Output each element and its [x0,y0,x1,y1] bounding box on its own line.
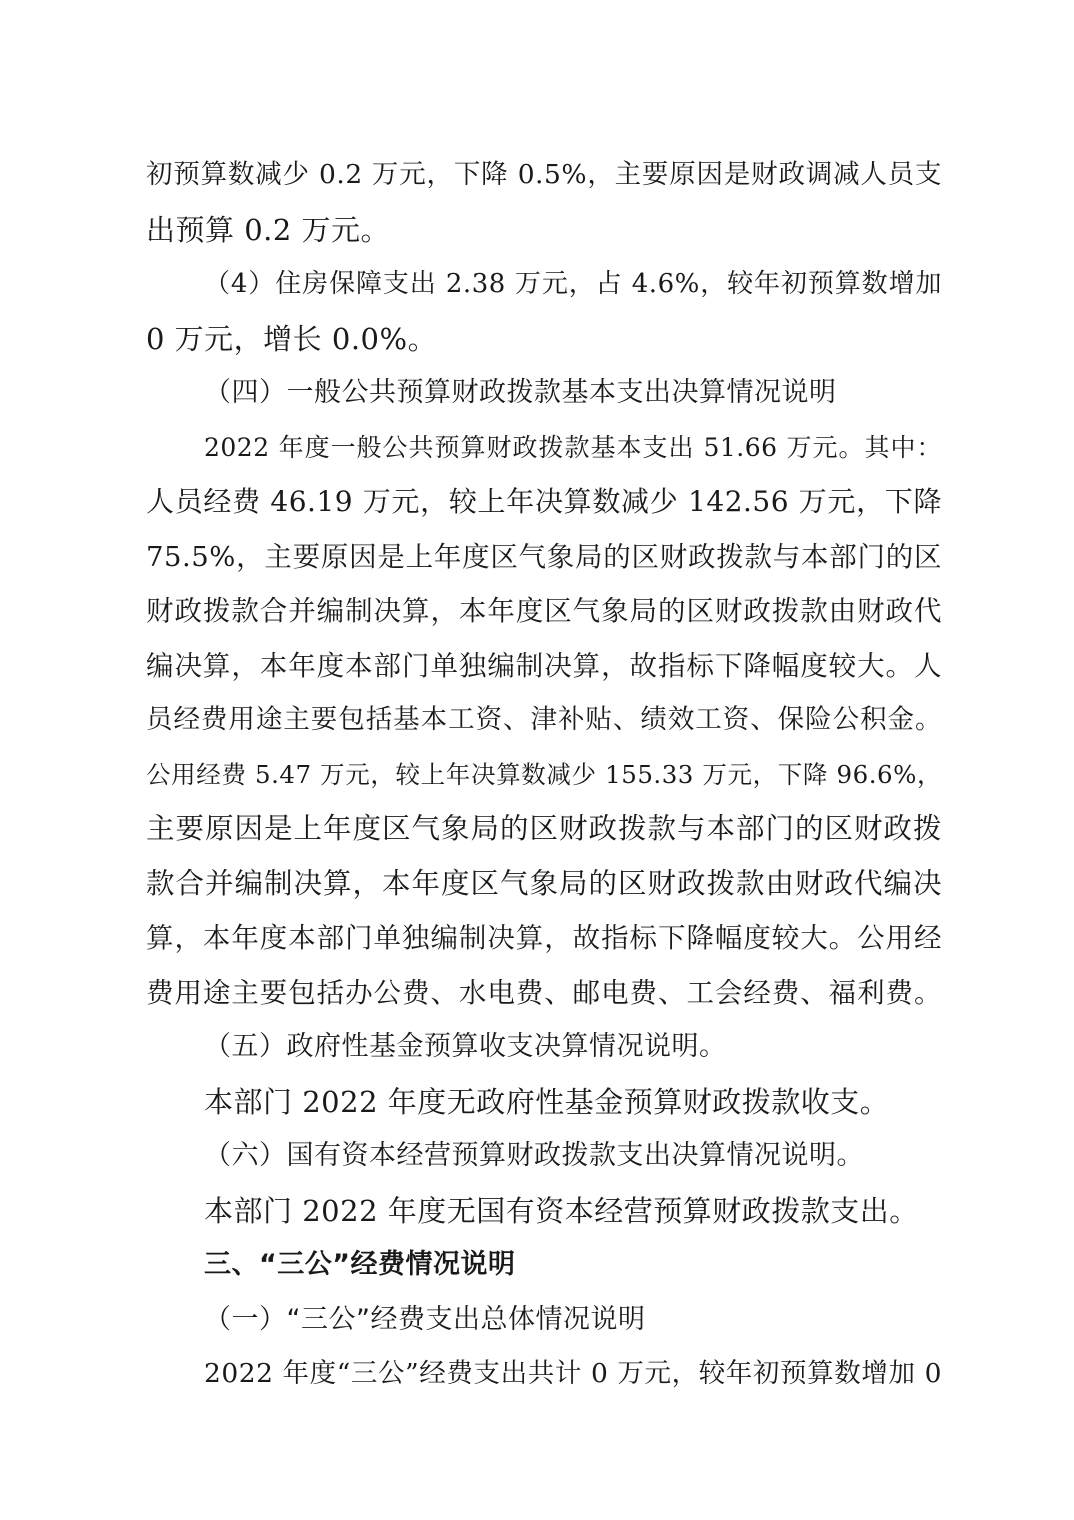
paragraph-line: 算，本年度本部门单独编制决算，故指标下降幅度较大。公用经 [146,922,942,954]
paragraph-line: 出预算 0.2 万元。 [146,212,391,247]
paragraph-line: 人员经费 46.19 万元，较上年决算数减少 142.56 万元，下降 [146,485,942,518]
paragraph-line: （4）住房保障支出 2.38 万元，占 4.6%，较年初预算数增加 [204,269,942,299]
paragraph-line: 75.5%，主要原因是上年度区气象局的区财政拨款与本部门的区 [146,540,942,573]
paragraph-line: 0 万元，增长 0.0%。 [146,321,438,356]
paragraph-line: 本部门 2022 年度无政府性基金预算财政拨款收支。 [204,1084,890,1119]
paragraph-line: 员经费用途主要包括基本工资、津补贴、绩效工资、保险公积金。 [146,704,942,735]
paragraph-line: 2022 年度“三公”经费支出共计 0 万元，较年初预算数增加 0 [204,1358,942,1389]
paragraph-line: 本部门 2022 年度无国有资本经营预算财政拨款支出。 [204,1193,919,1228]
paragraph-line: 初预算数减少 0.2 万元，下降 0.5%，主要原因是财政调减人员支 [146,159,942,190]
paragraph-line: 费用途主要包括办公费、水电费、邮电费、工会经费、福利费。 [146,976,942,1009]
body-text [146,148,942,1402]
section-subheading: （四）一般公共预算财政拨款基本支出决算情况说明 [204,377,837,408]
paragraph-line: 2022 年度一般公共预算财政拨款基本支出 51.66 万元。其中： [204,432,942,462]
paragraph-line: 款合并编制决算，本年度区气象局的区财政拨款由财政代编决 [146,866,942,900]
section-heading: 三、“三公”经费情况说明 [204,1249,516,1280]
paragraph-line: 财政拨款合并编制决算，本年度区气象局的区财政拨款由财政代 [146,595,942,627]
section-subheading: （六）国有资本经营预算财政拨款支出决算情况说明。 [204,1140,864,1171]
paragraph-line: 公用经费 5.47 万元，较上年决算数减少 155.33 万元，下降 96.6%， [146,759,942,789]
section-subheading: （五）政府性基金预算收支决算情况说明。 [204,1031,727,1062]
paragraph-line: 编决算，本年度本部门单独编制决算，故指标下降幅度较大。人 [146,649,942,682]
paragraph-line: 主要原因是上年度区气象局的区财政拨款与本部门的区财政拨 [146,812,942,845]
section-subheading: （一）“三公”经费支出总体情况说明 [204,1303,646,1335]
